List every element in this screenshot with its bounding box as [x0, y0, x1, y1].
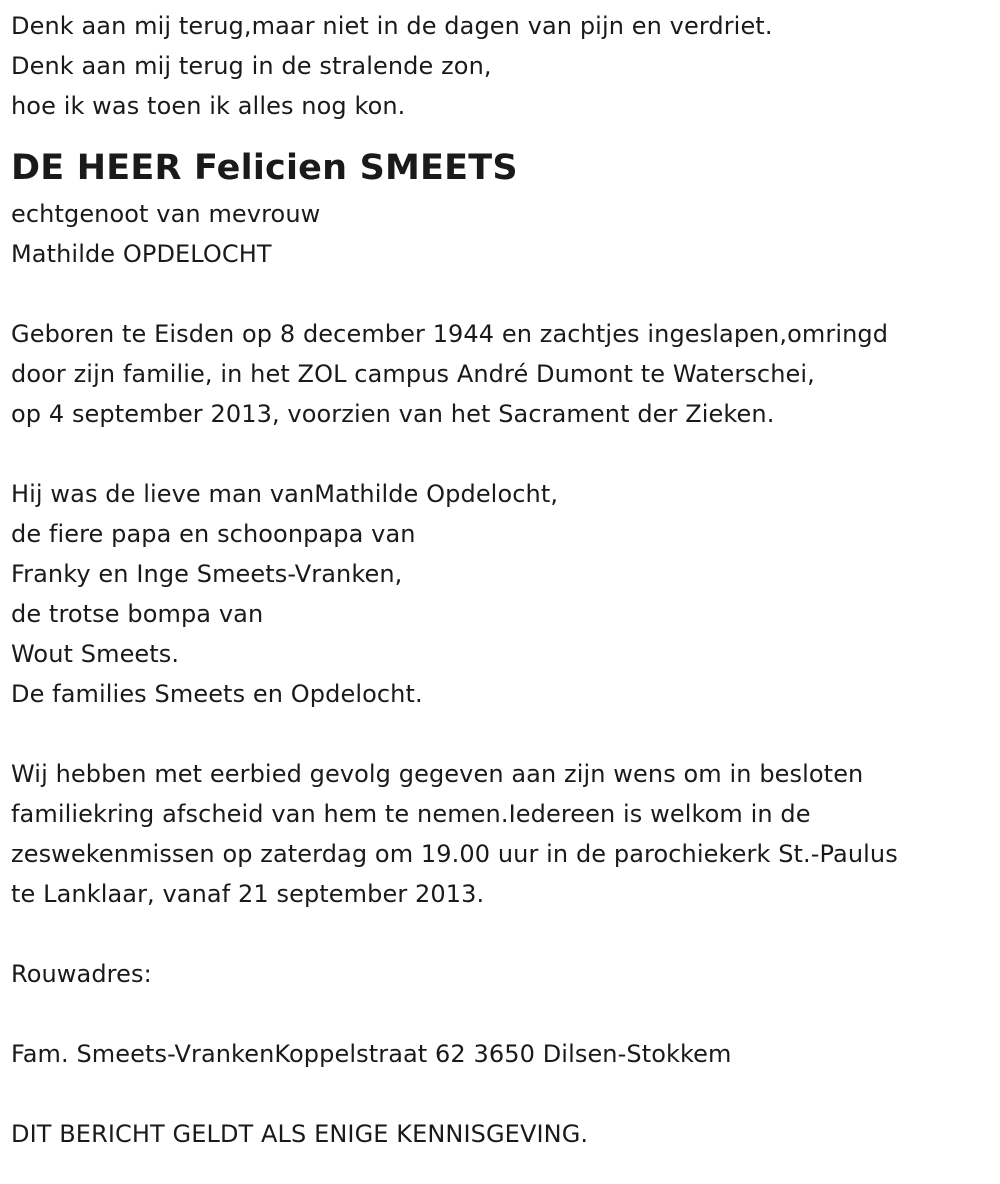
paragraph-line: de fiere papa en schoonpapa van	[11, 520, 416, 548]
paragraph-line: op 4 september 2013, voorzien van het Sacrament der Zieken.	[11, 400, 775, 428]
paragraph-line: te Lanklaar, vanaf 21 september 2013.	[11, 880, 485, 908]
deceased-name: DE HEER Felicien SMEETS	[11, 148, 518, 188]
paragraph-line: Franky en Inge Smeets-Vranken,	[11, 560, 403, 588]
paragraph-line: De families Smeets en Opdelocht.	[11, 680, 423, 708]
spacer	[11, 274, 991, 314]
address-label: Rouwadres:	[11, 960, 152, 988]
spouse-line: echtgenoot van mevrouw	[11, 200, 321, 228]
birth-death-paragraph	[11, 314, 991, 434]
spacer	[11, 434, 991, 474]
poem-line: Denk aan mij terug,maar niet in de dagen van pijn en verdriet.	[11, 12, 773, 40]
deceased-block	[11, 144, 991, 274]
obituary-notice	[11, 6, 991, 1154]
funeral-paragraph	[11, 754, 991, 914]
paragraph-line: door zijn familie, in het ZOL campus André Dumont te Waterschei,	[11, 360, 815, 388]
poem-line: Denk aan mij terug in de stralende zon,	[11, 52, 492, 80]
paragraph-line: Geboren te Eisden op 8 december 1944 en zachtjes ingeslapen,omringd	[11, 320, 889, 348]
paragraph-line: Wij hebben met eerbied gevolg gegeven aan zijn wens om in besloten	[11, 760, 864, 788]
poem-line: hoe ik was toen ik alles nog kon.	[11, 92, 406, 120]
spacer	[11, 1074, 991, 1114]
paragraph-line: familiekring afscheid van hem te nemen.Iedereen is welkom in de	[11, 800, 811, 828]
paragraph-line: de trotse bompa van	[11, 600, 264, 628]
paragraph-line: Wout Smeets.	[11, 640, 180, 668]
paragraph-line: Hij was de lieve man vanMathilde Opdelocht,	[11, 480, 559, 508]
family-paragraph	[11, 474, 991, 714]
poem	[11, 6, 991, 126]
spacer	[11, 994, 991, 1034]
address-value: Fam. Smeets-VrankenKoppelstraat 62 3650 Dilsen-Stokkem	[11, 1040, 732, 1068]
paragraph-line: zeswekenmissen op zaterdag om 19.00 uur in de parochiekerk St.-Paulus	[11, 840, 898, 868]
spouse-name: Mathilde OPDELOCHT	[11, 240, 272, 268]
spacer	[11, 714, 991, 754]
notice-text: DIT BERICHT GELDT ALS ENIGE KENNISGEVING.	[11, 1120, 589, 1148]
spacer	[11, 914, 991, 954]
